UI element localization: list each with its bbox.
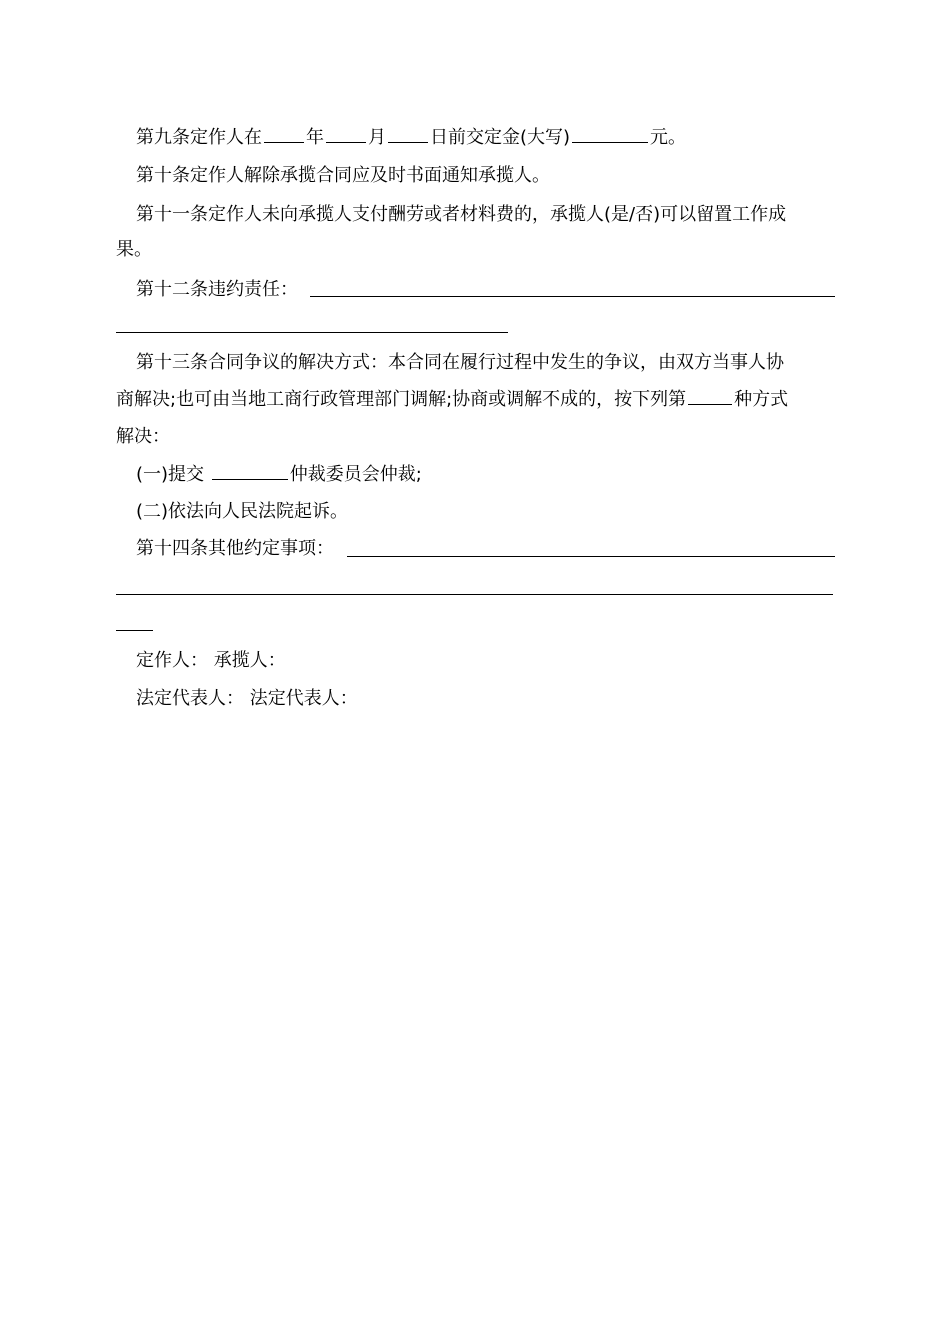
clause-13-line-1: 第十三条合同争议的解决方式：本合同在履行过程中发生的争议，由双方当事人协: [136, 352, 784, 373]
clause-13-line-2-text: 商解决;也可由当地工商行政管理部门调解;协商或调解不成的，按下列第: [116, 389, 687, 410]
clause-9-text-3: 月: [368, 127, 386, 148]
clause-10: 第十条定作人解除承揽合同应及时书面通知承揽人。: [136, 165, 550, 186]
clause-9-text-1: 第九条定作人在: [136, 127, 262, 148]
signature-parties: 定作人： 承揽人：: [136, 650, 286, 671]
clause-9: [136, 127, 686, 149]
clause-14: 第十四条其他约定事项：: [136, 538, 334, 559]
day-blank[interactable]: [388, 141, 428, 143]
clause-9-text-4: 日前交定金(大写): [430, 127, 571, 148]
other-matters-blank-1[interactable]: [347, 556, 835, 557]
clause-12: 第十二条违约责任：: [136, 279, 298, 300]
clause-11-line-2: 果。: [116, 239, 152, 260]
other-matters-blank-2[interactable]: [116, 594, 833, 595]
option-1: [136, 464, 422, 486]
deposit-amount-blank[interactable]: [572, 141, 648, 143]
other-matters-blank-3[interactable]: [116, 630, 153, 631]
resolution-method-blank[interactable]: [688, 403, 732, 405]
month-blank[interactable]: [326, 141, 366, 143]
breach-liability-blank-1[interactable]: [310, 296, 835, 297]
signature-legal-representatives: 法定代表人： 法定代表人：: [136, 688, 358, 709]
breach-liability-blank-2[interactable]: [116, 332, 508, 333]
option-1-text-2: 仲裁委员会仲裁;: [289, 464, 422, 485]
option-1-text-1: (一)提交: [136, 464, 210, 485]
year-blank[interactable]: [264, 141, 304, 143]
clause-13-line-2: [116, 389, 788, 411]
clause-11-line-1: 第十一条定作人未向承揽人支付酬劳或者材料费的，承揽人(是/否)可以留置工作成: [136, 204, 787, 225]
clause-9-text-5: 元。: [650, 127, 687, 148]
arbitration-body-blank[interactable]: [212, 478, 288, 480]
option-2: (二)依法向人民法院起诉。: [136, 501, 349, 522]
clause-9-text-2: 年: [306, 127, 324, 148]
clause-13-line-2-tail: 种方式: [734, 389, 789, 410]
clause-13-line-3: 解决：: [116, 426, 170, 447]
